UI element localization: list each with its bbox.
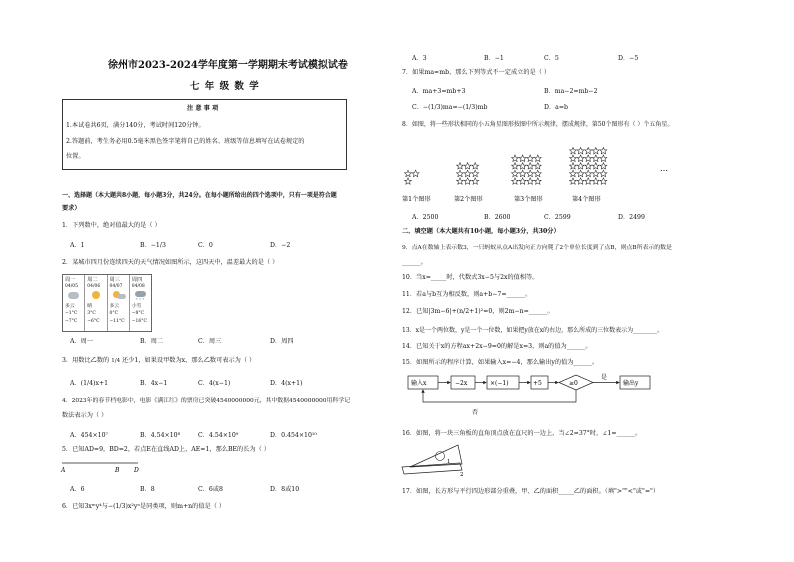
q2-option-c: C．周三 xyxy=(198,338,222,345)
star-icon xyxy=(600,170,607,177)
q3-stem xyxy=(62,357,255,365)
figure-2-stars xyxy=(457,163,479,185)
q5-option-a: A．6 xyxy=(70,486,85,493)
notice-heading: 注 意 事 项 xyxy=(187,105,219,112)
q8-stem: 8．如图，将一些形状相同的小五角星图形按图中所示规律，摆成规律，第50个图形有（ ）个五角星。 xyxy=(402,121,674,128)
star-icon xyxy=(592,163,599,170)
star-icon xyxy=(412,170,419,177)
star-icon xyxy=(519,178,526,185)
step-plus-5-label: +5 xyxy=(533,380,542,387)
star-icon xyxy=(519,163,526,170)
star-icon xyxy=(570,163,577,170)
point-a-label: A xyxy=(61,467,66,473)
star-icon xyxy=(512,170,519,177)
q6-option-a: A．3 xyxy=(412,55,427,62)
sunny-icon xyxy=(92,291,100,299)
q6-option-d: D．−5 xyxy=(618,55,639,62)
weather-table xyxy=(62,274,152,332)
figure-4-label: 第4个图形 xyxy=(572,196,601,203)
snowflake-icon: * * * xyxy=(135,297,145,302)
q3-option-c: C．4(x−1) xyxy=(198,380,231,387)
q3-option-b: B．4x−1 xyxy=(140,380,168,387)
q1-option-a: A．1 xyxy=(70,242,85,249)
weather-low: −7°C xyxy=(65,319,78,324)
star-icon xyxy=(472,163,479,170)
q16-text: 16．如图，将一块三角板的直角顶点放在直尺的一边上，当∠2=37°时，∠1=______。 xyxy=(402,430,642,437)
star-icon xyxy=(472,178,479,185)
q4-stem: 4．2023年的春节档电影中，电影《满江红》的票房已突破4540000000元，其中数据4540000000用科学记 xyxy=(62,398,351,404)
q3-fraction: 1/4 xyxy=(111,358,121,364)
star-icon xyxy=(472,170,479,177)
weather-condition: 多云 xyxy=(65,304,75,309)
q4-option-c: C．4.54×10⁹ xyxy=(198,432,239,439)
q10-text: 10．当x=_____时，代数式3x−5与2x的值相等。 xyxy=(402,274,539,281)
more-figures-ellipsis: … xyxy=(660,164,668,173)
q8-option-d: D．2499 xyxy=(618,214,645,221)
notice-line-1: 1.本试卷共6页，满分140分，考试时间120分钟。 xyxy=(66,122,205,129)
loop-back-arrow xyxy=(423,390,576,402)
star-icon xyxy=(577,178,584,185)
q3-option-d: D．4(x+1) xyxy=(270,380,303,387)
star-icon xyxy=(592,170,599,177)
weather-col-4 xyxy=(130,275,151,331)
input-label: 输入x xyxy=(411,380,427,387)
figure-1-label: 第1个图形 xyxy=(402,196,431,203)
star-icon xyxy=(512,178,519,185)
q7-option-b: B．ma−2=mb−2 xyxy=(544,88,598,95)
star-icon xyxy=(570,155,577,162)
star-icon xyxy=(570,170,577,177)
no-label: 否 xyxy=(472,409,479,416)
q1-stem: 1．下列数中，绝对值最大的是（ ） xyxy=(62,222,161,229)
star-icon xyxy=(512,163,519,170)
notice-line-2: 2.答题前，考生务必用0.5毫米黑色签字笔将自己的姓名、班级等信息填写在试卷规定的 xyxy=(66,138,305,145)
star-icon xyxy=(585,163,592,170)
q14-text: 14．已知关于x的方程ax+2x−9=0的解是x=3，则a的值为______。 xyxy=(402,343,592,350)
q1-option-b: B．−1/3 xyxy=(140,242,166,249)
q6-option-c: C．5 xyxy=(544,55,559,62)
star-icon xyxy=(534,178,541,185)
point-b-label: B xyxy=(115,467,120,473)
q2-option-b: B．周二 xyxy=(140,338,164,345)
star-icon xyxy=(405,178,412,185)
star-icon xyxy=(600,155,607,162)
weather-day: 周二 xyxy=(87,277,98,283)
weather-condition: 晴 xyxy=(87,304,93,309)
star-icon xyxy=(577,170,584,177)
weather-low: −16°C xyxy=(131,319,147,324)
weather-day: 周一 xyxy=(65,277,76,283)
q17-text: 17．如图，长方形与平行四边形部分重叠，甲、乙的面积_____乙的面积。（填">""<"或"="） xyxy=(402,488,660,495)
q7-option-c: C．−(1/3)ma=−(1/3)mb xyxy=(412,104,488,111)
star-icon xyxy=(534,155,541,162)
q5-option-d: D．8或10 xyxy=(270,486,300,493)
star-icon xyxy=(464,170,471,177)
weather-condition: 多云 xyxy=(109,304,120,309)
weather-high: −1°C xyxy=(65,311,78,316)
q5-stem: 5．已知AD=9，BD=2，若点E在直线AD上，AE=1，那么BE的长为（ ） xyxy=(62,446,270,453)
weather-day: 周三 xyxy=(109,277,120,283)
q7-stem: 7．如果ma=mb，那么下列等式不一定成立的是（ ） xyxy=(402,69,551,76)
star-icon xyxy=(577,155,584,162)
star-icon xyxy=(457,170,464,177)
exam-title: 徐州市2023-2024学年度第一学期期末考试模拟试卷 xyxy=(108,60,348,71)
point-d-label: D xyxy=(134,467,139,473)
q13-text: 13．x是一个两位数，y是一个一位数，如果把y放在x的右边，那么所成的三位数表示为________。 xyxy=(402,327,664,334)
q4-option-b: B．4.54×10⁸ xyxy=(140,432,181,439)
q8-option-a: A．2500 xyxy=(412,214,439,221)
q4-stem-cont: 数法表示为（ ） xyxy=(62,412,108,419)
star-icon xyxy=(592,155,599,162)
star-icon xyxy=(570,147,577,154)
star-icon xyxy=(600,178,607,185)
figure-2-label: 第2个图形 xyxy=(454,196,483,203)
weather-date: 04/07 xyxy=(109,284,123,289)
weather-date: 04/08 xyxy=(131,284,145,289)
weather-high: 3°C xyxy=(87,311,96,316)
q9-text: 9．点A在数轴上表示数3，一只蚂蚁从点A出发向正方向爬了2个单位长度到了点B，则点B所表示的数是 xyxy=(402,245,672,251)
q5-option-c: C．6或8 xyxy=(198,486,223,493)
exam-subtitle: 七 年 级 数 学 xyxy=(190,81,260,92)
weather-col-3 xyxy=(108,275,130,331)
star-icon xyxy=(577,147,584,154)
condition-label: ≥0 xyxy=(569,380,578,387)
q8-option-c: C．2599 xyxy=(544,214,571,221)
q2-option-d: D．周四 xyxy=(270,338,294,345)
q6-stem: 6．已知3xᵐy⁴与−(1/3)x²yⁿ是同类项，则m+n的值是（ ） xyxy=(62,503,226,510)
notice-box xyxy=(62,99,347,170)
q2-stem: 2．某城市四月份连续四天的天气情况如图所示，这四天中，温差最大的是（ ） xyxy=(62,259,279,266)
weather-low: −6°C xyxy=(87,319,100,324)
star-icon xyxy=(585,155,592,162)
q4-option-a: A．454×10⁷ xyxy=(70,432,109,439)
q5-option-b: B．8 xyxy=(140,486,155,493)
star-icon xyxy=(457,178,464,185)
angle-1-label: 1 xyxy=(447,459,451,465)
notice-line-3: 位置。 xyxy=(66,153,85,160)
weather-col-2 xyxy=(85,275,107,331)
section1-heading-cont: 要求） xyxy=(62,205,81,212)
q3-stem-part-1: 3．用数比乙数的 xyxy=(62,357,110,364)
star-icon xyxy=(464,178,471,185)
figure-1-stars xyxy=(405,170,420,184)
star-icon xyxy=(600,163,607,170)
output-label: 输出y xyxy=(623,380,639,387)
set-square-hole xyxy=(436,452,445,461)
star-icon xyxy=(405,170,412,177)
weather-day: 周四 xyxy=(131,277,143,283)
weather-date: 04/06 xyxy=(87,284,101,289)
q3-option-a: A．(1/4)x+1 xyxy=(70,380,109,387)
weather-low: −11°C xyxy=(109,319,125,324)
star-icon xyxy=(534,163,541,170)
star-icon xyxy=(527,178,534,185)
weather-col-1 xyxy=(63,275,85,331)
star-icon xyxy=(585,147,592,154)
star-icon xyxy=(592,147,599,154)
figure-3-stars xyxy=(512,155,542,184)
star-icon xyxy=(512,155,519,162)
star-icon xyxy=(519,170,526,177)
q16-ruler-triangle-figure xyxy=(400,441,470,481)
q7-option-d: D．a=b xyxy=(544,104,568,111)
angle-2-label: 2 xyxy=(460,472,464,478)
star-icon xyxy=(519,155,526,162)
section1-heading: 一、选择题（本大题共8小题，每小题3分，共24分。在每小题所给出的四个选项中，只有一项是符合题 xyxy=(62,192,337,199)
star-icon xyxy=(585,170,592,177)
q1-option-d: D．−2 xyxy=(270,242,291,249)
weather-date: 04/05 xyxy=(65,284,78,289)
star-icon xyxy=(592,178,599,185)
step-times-neg-1-label: ×(−1) xyxy=(490,380,509,387)
q7-option-a: A．ma+3=mb+3 xyxy=(412,88,466,95)
star-icon xyxy=(527,170,534,177)
q3-stem-part-2: 还少1，如果设甲数为x，那么乙数可表示为（ ） xyxy=(122,357,256,364)
weather-high: 0°C xyxy=(109,311,119,316)
figure-4-stars xyxy=(570,147,607,184)
q5-line-diagram xyxy=(60,455,140,473)
q15-flowchart xyxy=(402,370,702,422)
q1-option-c: C．0 xyxy=(198,242,213,249)
cloudy-icon xyxy=(68,292,79,299)
q8-option-b: B．2600 xyxy=(484,214,511,221)
cloud-icon xyxy=(117,294,126,299)
q12-text: 12．已知|3m−6|+(n/2+1)²=0，则2m−n=______。 xyxy=(402,308,554,315)
star-icon xyxy=(577,163,584,170)
q4-option-d: D．0.454×10¹⁰ xyxy=(270,432,317,439)
star-icon xyxy=(600,147,607,154)
q6-option-b: B．−1 xyxy=(484,55,504,62)
weather-condition: 小雪 xyxy=(131,304,142,309)
figure-3-label: 第3个图形 xyxy=(514,196,543,203)
q2-option-a: A．周一 xyxy=(70,338,94,345)
star-icon xyxy=(464,163,471,170)
step-minus-2x-label: −2x xyxy=(455,380,468,387)
q8-star-pattern xyxy=(402,133,702,205)
yes-label: 是 xyxy=(601,374,608,381)
star-icon xyxy=(534,170,541,177)
q11-text: 11．若a与b互为相反数，则a+b−7=______。 xyxy=(402,291,532,298)
q15-text: 15．如图所示的程序计算，如果输入x=−4，那么输出y的值为______。 xyxy=(402,359,599,366)
star-icon xyxy=(527,163,534,170)
q9-text-cont: ______。 xyxy=(402,259,427,266)
star-icon xyxy=(527,155,534,162)
weather-high: −8°C xyxy=(131,311,145,316)
star-icon xyxy=(457,163,464,170)
star-icon xyxy=(570,178,577,185)
star-icon xyxy=(585,178,592,185)
section2-heading: 二、填空题（本大题共有10小题，每小题3分，共30分） xyxy=(402,228,560,235)
